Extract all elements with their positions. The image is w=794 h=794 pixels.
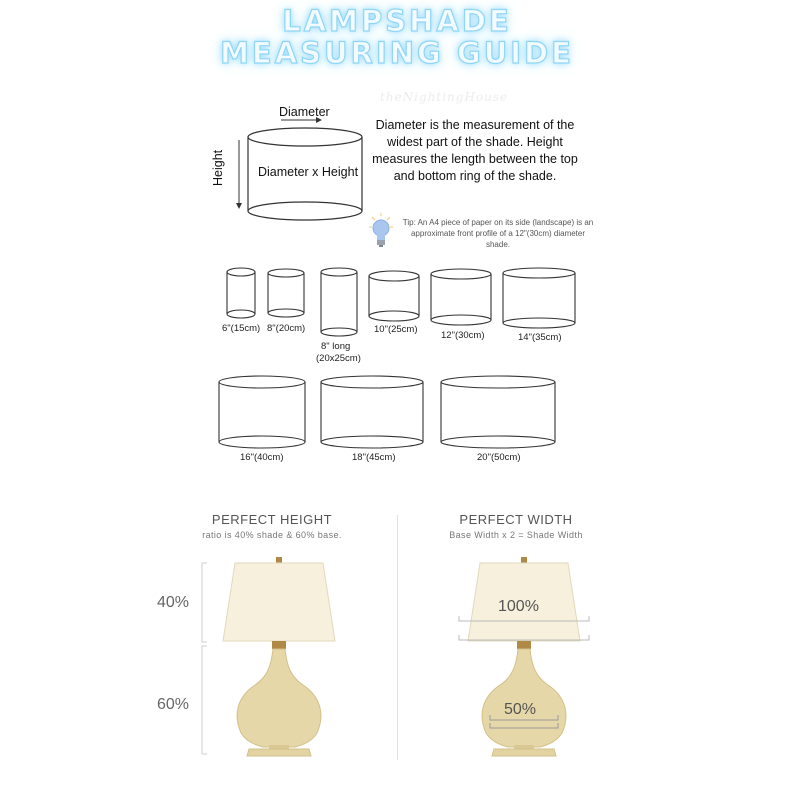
perfect-width-title: PERFECT WIDTH [459, 512, 573, 527]
size-label-18in: 18"(45cm) [352, 452, 396, 463]
size-label-20in: 20"(50cm) [477, 452, 521, 463]
perfect-height-title: PERFECT HEIGHT [211, 512, 333, 527]
lamp-base [482, 649, 566, 747]
size-label-8in-long-1: 8" long [321, 341, 351, 352]
title-line-2: MEASURING GUIDE [220, 36, 574, 70]
diameter-label: Diameter [279, 105, 330, 119]
watermark: theNightingHouse [380, 90, 509, 104]
shade-8in-long [321, 268, 357, 336]
shade-8in [268, 269, 304, 317]
size-row-2 [210, 370, 570, 455]
size-label-6in: 6"(15cm) [222, 323, 261, 334]
cylinder-bottom [248, 202, 362, 220]
shade-16in [219, 376, 305, 448]
size-label-10in: 10"(25cm) [374, 324, 418, 335]
base-percent: 60% [157, 696, 190, 713]
height-label: Height [211, 149, 225, 186]
size-label-14in: 14"(35cm) [518, 332, 562, 343]
height-bracket [202, 563, 207, 754]
shade-20in [441, 376, 555, 448]
shade-12in [431, 269, 491, 325]
shade-14in [503, 268, 575, 328]
lampshade [223, 563, 335, 641]
shade-width-percent: 100% [498, 598, 539, 615]
shade-10in [369, 271, 419, 321]
lamp-perfect-width [440, 555, 610, 765]
cylinder-center-label: Diameter x Height [258, 165, 359, 179]
perfect-width-subtitle: Base Width x 2 = Shade Width [449, 530, 583, 540]
title-line-1: LAMPSHADE [282, 4, 512, 38]
section-divider [397, 515, 398, 760]
size-label-8in-long-2: (20x25cm) [316, 353, 361, 364]
lamp-perfect-height [195, 555, 365, 765]
tip-text: Tip: An A4 piece of paper on its side (landscape) is an approximate front profile of a 12"(30cm) diameter shade. [402, 218, 594, 249]
size-label-8in: 8"(20cm) [267, 323, 306, 334]
shade-6in [227, 268, 255, 318]
lamp-base [237, 649, 321, 747]
size-label-12in: 12"(30cm) [441, 330, 485, 341]
lightbulb-icon [368, 213, 394, 249]
shade-18in [321, 376, 423, 448]
base-width-percent: 50% [504, 701, 537, 718]
cylinder-top [248, 128, 362, 146]
size-label-16in: 16"(40cm) [240, 452, 284, 463]
shade-percent: 40% [157, 594, 190, 611]
perfect-height-subtitle: ratio is 40% shade & 60% base. [202, 530, 342, 540]
description: Diameter is the measurement of the widest part of the shade. Height measures the length between the top and bottom ring of the shade. [372, 118, 578, 183]
